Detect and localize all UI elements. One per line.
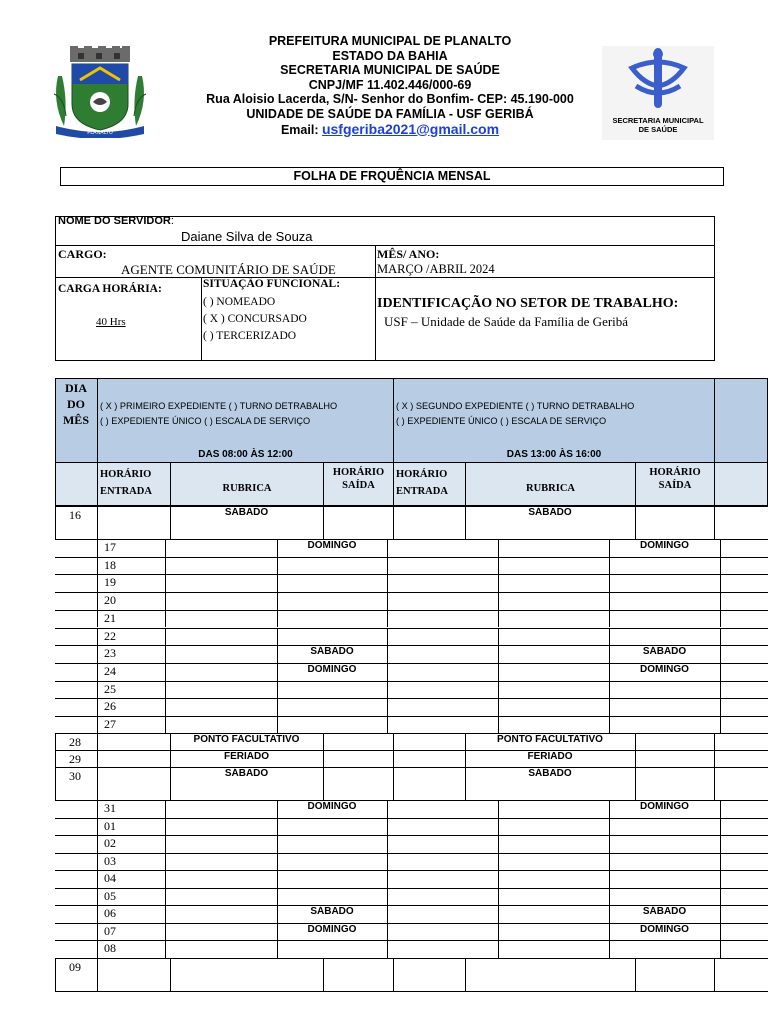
row-column-line (97, 506, 98, 539)
row-border-top (55, 958, 768, 959)
table-row-day: 30 (69, 769, 81, 783)
identificacao-setor-value[interactable]: USF – Unidade de Saúde da Família de Geribá (384, 314, 629, 329)
row-column-line (635, 733, 636, 750)
row-column-line (97, 698, 98, 716)
identificacao-setor-label: IDENTIFICAÇÃO NO SETOR DE TRABALHO: (377, 296, 679, 311)
row-column-line (387, 574, 388, 592)
table-row-day: 26 (104, 699, 116, 714)
afternoon-status-label: PONTO FACULTATIVO (497, 734, 603, 745)
col-header-entrada-1 (100, 466, 152, 500)
row-column-line (720, 818, 721, 836)
row-column-line (97, 870, 98, 888)
logo-caption-line2: DE SAÚDE (638, 125, 678, 134)
row-border-top (55, 698, 768, 699)
cargo-value[interactable]: AGENTE COMUNITÁRIO DE SAÚDE (121, 262, 336, 277)
email-link[interactable]: usfgeriba2021@gmail.com (321, 120, 500, 137)
row-column-line (277, 853, 278, 871)
header-line-unidade: UNIDADE DE SAÚDE DA FAMÍLIA - USF GERIBÁ (246, 106, 534, 121)
row-column-line (387, 888, 388, 906)
row-border-bottom (55, 991, 768, 992)
row-column-line (720, 940, 721, 958)
row-column-line (714, 733, 715, 750)
row-column-line (720, 923, 721, 941)
svg-text:PLANALTO: PLANALTO (87, 130, 113, 136)
row-column-line (97, 853, 98, 871)
row-column-line (277, 681, 278, 699)
row-column-line (277, 592, 278, 610)
row-column-line (498, 716, 499, 733)
row-column-line (720, 574, 721, 592)
nome-label-text: NOME DO SERVIDOR (58, 215, 171, 227)
entrada-2-line2: ENTRADA (396, 486, 448, 497)
row-column-line (165, 905, 166, 923)
row-column-line (387, 628, 388, 646)
row-column-line (714, 767, 715, 800)
row-border-top (55, 888, 768, 889)
row-column-line (498, 800, 499, 818)
row-border-left (55, 750, 56, 767)
afternoon-status-label: SÁBADO (642, 906, 687, 918)
row-column-line (323, 958, 324, 991)
afternoon-status-label: FERIADO (527, 751, 573, 762)
row-column-line (498, 698, 499, 716)
afternoon-status-label: DOMINGO (640, 540, 689, 551)
col-header-saida-1 (324, 466, 393, 492)
table-row-day: 29 (69, 752, 81, 766)
row-column-line (170, 958, 171, 991)
row-border-top (55, 592, 768, 593)
row-column-line (714, 958, 715, 991)
row-column-line (277, 818, 278, 836)
row-column-line (387, 835, 388, 853)
row-column-line (165, 870, 166, 888)
table-row-day: 04 (104, 871, 116, 886)
header-line-secretaria: SECRETARIA MUNICIPAL DE SAÚDE (280, 63, 500, 78)
row-column-line (498, 663, 499, 681)
row-column-line (720, 663, 721, 681)
row-column-line (165, 645, 166, 663)
row-column-line (498, 574, 499, 592)
morning-status-label: DOMINGO (307, 923, 357, 935)
table-row-day: 03 (104, 853, 116, 868)
row-column-line (165, 628, 166, 646)
row-column-line (387, 557, 388, 575)
header-email-row (160, 122, 620, 138)
row-column-line (387, 905, 388, 923)
row-column-line (387, 610, 388, 628)
second-shift-hours: DAS 13:00 ÀS 16:00 (506, 449, 602, 460)
row-column-line (97, 681, 98, 699)
table-row-day: 09 (69, 960, 81, 974)
row-column-line (97, 628, 98, 646)
row-column-line (635, 767, 636, 800)
col-header-saida-2 (636, 466, 714, 492)
row-border-top (55, 716, 768, 717)
morning-status-label: SÁBADO (310, 646, 354, 658)
row-border-top (55, 506, 768, 507)
row-column-line (277, 628, 278, 646)
dia-header-line3: MÊS (62, 413, 89, 427)
table-row-day: 16 (69, 508, 81, 522)
nome-label (58, 215, 174, 227)
table-row-day: 18 (104, 557, 116, 572)
row-column-line (97, 610, 98, 628)
row-column-line (387, 818, 388, 836)
row-column-line (277, 870, 278, 888)
first-shift-hours: DAS 08:00 ÀS 12:00 (198, 449, 293, 460)
row-column-line (387, 592, 388, 610)
row-column-line (635, 750, 636, 767)
row-column-line (277, 557, 278, 575)
row-column-line (387, 800, 388, 818)
logo-caption-line1: SECRETARIA MUNICIPAL (612, 116, 704, 125)
table-row-day: 23 (104, 646, 116, 661)
row-column-line (609, 940, 610, 958)
row-column-line (97, 539, 98, 557)
row-column-line (323, 733, 324, 750)
row-column-line (498, 923, 499, 941)
mes-ano-label: MÊS/ ANO: (377, 247, 440, 261)
row-column-line (720, 592, 721, 610)
row-column-line (393, 767, 394, 800)
row-column-line (277, 940, 278, 958)
row-column-line (387, 681, 388, 699)
row-border-top (55, 733, 768, 734)
row-column-line (609, 853, 610, 871)
row-column-line (498, 610, 499, 628)
row-column-line (97, 818, 98, 836)
table-row-day: 17 (104, 540, 116, 554)
row-border-top (55, 835, 768, 836)
row-column-line (498, 539, 499, 557)
row-column-line (323, 767, 324, 800)
dia-header-line1: DIA (64, 381, 87, 395)
saida-1-line1: HORÁRIO (332, 467, 385, 478)
row-column-line (714, 750, 715, 767)
table-row-day: 24 (104, 663, 116, 678)
row-column-line (498, 818, 499, 836)
row-column-line (720, 835, 721, 853)
second-shift-options-line2: ( ) EXPEDIENTE ÚNICO ( ) ESCALA DE SERVIÇO (396, 416, 607, 426)
col-header-rubrica-2: RUBRICA (525, 483, 575, 494)
afternoon-status-label: SÁBADO (642, 646, 687, 658)
row-column-line (635, 958, 636, 991)
row-column-line (97, 923, 98, 941)
second-shift-options-line1: ( X ) SEGUNDO EXPEDIENTE ( ) TURNO DETRABALHO (396, 401, 635, 411)
row-column-line (97, 645, 98, 663)
row-column-line (97, 663, 98, 681)
morning-status-label: DOMINGO (307, 801, 357, 812)
row-column-line (387, 923, 388, 941)
table-row-day: 22 (104, 628, 116, 643)
form-title-box (60, 167, 724, 186)
table-row-day: 02 (104, 836, 116, 851)
nome-label-colon: : (170, 215, 174, 227)
saida-1-line2: SAÍDA (342, 480, 375, 491)
row-border-left (55, 733, 56, 750)
row-column-line (720, 853, 721, 871)
situacao-option-concursado[interactable]: ( X ) CONCURSADO (203, 313, 307, 325)
col-header-entrada-2 (396, 466, 448, 500)
table-row-day: 27 (104, 717, 116, 731)
carga-horaria-label: CARGA HORÁRIA: (58, 283, 162, 295)
row-column-line (97, 557, 98, 575)
table-row-day: 25 (104, 681, 116, 696)
row-column-line (277, 610, 278, 628)
row-column-line (498, 853, 499, 871)
morning-status-label: PONTO FACULTATIVO (193, 734, 300, 745)
row-column-line (498, 888, 499, 906)
row-column-line (393, 750, 394, 767)
row-column-line (609, 818, 610, 836)
row-column-line (720, 681, 721, 699)
municipal-coat-of-arms-logo (50, 46, 150, 138)
row-column-line (165, 557, 166, 575)
row-column-line (387, 716, 388, 733)
entrada-2-line1: HORÁRIO (396, 469, 448, 480)
row-column-line (277, 716, 278, 733)
first-shift-options-line2: ( ) EXPEDIENTE ÚNICO ( ) ESCALA DE SERVIÇO (100, 416, 311, 426)
row-column-line (720, 539, 721, 557)
morning-status-label: SÁBADO (224, 507, 269, 518)
morning-status-label: DOMINGO (307, 540, 357, 551)
table-row-day: 08 (104, 941, 116, 956)
row-column-line (720, 557, 721, 575)
situacao-option-nomeado[interactable]: ( ) NOMEADO (203, 296, 276, 308)
row-column-line (165, 888, 166, 906)
row-border-left (55, 506, 56, 539)
form-title: FOLHA DE FRQUÊNCIA MENSAL (293, 169, 491, 183)
row-border-top (55, 870, 768, 871)
situacao-funcional-label: SITUAÇÃO FUNCIONAL: (203, 278, 341, 290)
row-column-line (609, 574, 610, 592)
row-column-line (165, 592, 166, 610)
row-column-line (387, 870, 388, 888)
row-border-left (55, 958, 56, 991)
row-column-line (498, 628, 499, 646)
row-column-line (498, 870, 499, 888)
row-column-line (97, 800, 98, 818)
row-column-line (498, 557, 499, 575)
morning-status-label: DOMINGO (307, 663, 357, 675)
table-row-day: 06 (104, 906, 116, 921)
afternoon-status-label: SÁBADO (528, 507, 572, 518)
row-column-line (165, 539, 166, 557)
row-column-line (97, 905, 98, 923)
table-row-day: 01 (104, 818, 116, 833)
row-column-line (498, 905, 499, 923)
row-border-top (55, 818, 768, 819)
row-column-line (387, 645, 388, 663)
row-column-line (720, 698, 721, 716)
carga-horaria-value[interactable]: 40 Hrs (96, 316, 126, 328)
row-column-line (97, 767, 98, 800)
row-column-line (609, 698, 610, 716)
morning-status-label: SÁBADO (224, 768, 269, 779)
row-column-line (165, 818, 166, 836)
row-column-line (165, 716, 166, 733)
row-column-line (165, 940, 166, 958)
cargo-label: CARGO: (58, 247, 107, 261)
row-border-top (55, 767, 768, 768)
row-column-line (165, 574, 166, 592)
row-column-line (393, 958, 394, 991)
row-column-line (387, 539, 388, 557)
entrada-1-line1: HORÁRIO (100, 469, 152, 480)
row-column-line (165, 681, 166, 699)
afternoon-status-label: DOMINGO (640, 663, 689, 675)
row-column-line (720, 628, 721, 646)
table-row-day: 31 (104, 801, 116, 815)
row-column-line (97, 958, 98, 991)
row-column-line (609, 592, 610, 610)
afternoon-status-label: SÁBADO (528, 768, 572, 779)
table-row-day: 05 (104, 888, 116, 903)
header-line-cnpj: CNPJ/MF 11.402.446/000-69 (308, 77, 472, 92)
row-border-top (55, 853, 768, 854)
row-column-line (97, 888, 98, 906)
row-column-line (609, 681, 610, 699)
situacao-option-tercerizado[interactable]: ( ) TERCERIZADO (203, 330, 297, 342)
row-column-line (609, 870, 610, 888)
row-border-top (55, 940, 768, 941)
row-column-line (498, 835, 499, 853)
row-column-line (277, 698, 278, 716)
morning-status-label: SÁBADO (310, 906, 354, 918)
col-header-rubrica-1: RUBRICA (222, 483, 272, 494)
row-column-line (498, 645, 499, 663)
row-column-line (165, 835, 166, 853)
afternoon-status-label: DOMINGO (640, 801, 689, 812)
mes-ano-value[interactable]: MARÇO /ABRIL 2024 (377, 262, 495, 276)
table-row-day: 20 (104, 593, 116, 608)
row-column-line (609, 716, 610, 733)
row-column-line (323, 750, 324, 767)
nome-value[interactable]: Daiane Silva de Souza (181, 229, 313, 244)
row-column-line (720, 800, 721, 818)
row-column-line (277, 835, 278, 853)
row-column-line (609, 628, 610, 646)
row-column-line (97, 733, 98, 750)
header-line-prefeitura: PREFEITURA MUNICIPAL DE PLANALTO (268, 34, 512, 48)
header-line-estado: ESTADO DA BAHIA (332, 48, 448, 63)
row-column-line (465, 958, 466, 991)
morning-status-label: FERIADO (224, 751, 269, 762)
row-border-top (55, 628, 768, 629)
dia-do-mes-header (56, 380, 96, 428)
row-column-line (720, 716, 721, 733)
row-column-line (97, 716, 98, 733)
row-column-line (165, 800, 166, 818)
row-column-line (165, 923, 166, 941)
row-column-line (97, 940, 98, 958)
saida-2-line1: HORÁRIO (649, 467, 701, 478)
row-column-line (609, 557, 610, 575)
table-row-day: 21 (104, 610, 116, 625)
table-row-day: 28 (69, 735, 81, 749)
row-column-line (393, 506, 394, 539)
saida-2-line2: SAÍDA (658, 480, 692, 491)
table-row-day: 07 (104, 923, 116, 938)
row-column-line (323, 506, 324, 539)
row-border-left (55, 767, 56, 800)
row-border-top (55, 681, 768, 682)
row-column-line (720, 905, 721, 923)
row-column-line (635, 506, 636, 539)
row-column-line (720, 888, 721, 906)
entrada-1-line2: ENTRADA (100, 486, 152, 497)
row-column-line (720, 645, 721, 663)
secretaria-logo-caption (602, 116, 714, 134)
afternoon-status-label: DOMINGO (640, 923, 689, 935)
row-column-line (165, 853, 166, 871)
row-column-line (97, 592, 98, 610)
row-column-line (720, 870, 721, 888)
row-column-line (165, 698, 166, 716)
row-column-line (165, 610, 166, 628)
row-column-line (498, 681, 499, 699)
row-column-line (277, 888, 278, 906)
row-column-line (97, 835, 98, 853)
row-border-top (55, 574, 768, 575)
row-column-line (387, 940, 388, 958)
table-row-day: 19 (104, 575, 116, 590)
row-column-line (387, 698, 388, 716)
row-border-top (55, 557, 768, 558)
dia-header-line2: DO (67, 397, 85, 411)
secretaria-saude-logo (602, 46, 714, 140)
row-column-line (387, 663, 388, 681)
row-border-top (55, 750, 768, 751)
institution-header (160, 34, 620, 137)
row-column-line (609, 835, 610, 853)
row-column-line (720, 610, 721, 628)
row-column-line (97, 750, 98, 767)
row-column-line (97, 574, 98, 592)
row-column-line (609, 610, 610, 628)
first-shift-options-line1: ( X ) PRIMEIRO EXPEDIENTE ( ) TURNO DETRABALHO (100, 401, 338, 411)
email-label: Email: (280, 122, 319, 137)
row-column-line (498, 940, 499, 958)
row-column-line (165, 663, 166, 681)
row-column-line (393, 733, 394, 750)
row-column-line (498, 592, 499, 610)
header-line-address: Rua Aloisio Lacerda, S/N- Senhor do Bonfim- CEP: 45.190-000 (206, 92, 574, 107)
row-column-line (714, 506, 715, 539)
row-column-line (387, 853, 388, 871)
row-border-top (55, 610, 768, 611)
row-column-line (609, 888, 610, 906)
row-column-line (277, 574, 278, 592)
